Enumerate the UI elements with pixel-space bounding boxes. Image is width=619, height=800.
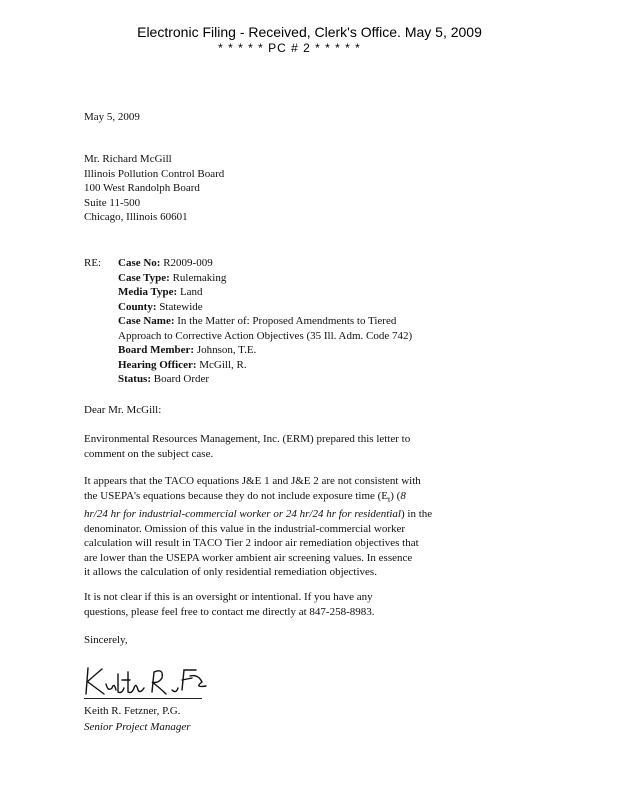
re-label: RE: [84,257,102,269]
signer-name: Keith R. Fetzner, P.G. [84,705,181,717]
address-line: Chicago, Illinois 60601 [84,211,188,223]
address-line: Suite 11-500 [84,196,141,209]
board-member: Board Member: Johnson, T.E. [118,344,257,356]
address-line: 100 West Randolph Board [84,182,200,194]
media-type: Media Type: Land [118,286,203,298]
address-line: Illinois Pollution Control Board [84,167,225,180]
paragraph-intro: Environmental Resources Management, Inc. (ERM) prepared this letter to comment on the subject case. [84,433,411,460]
case-type: Case Type: Rulemaking [118,271,227,284]
paragraph-equations: It appears that the TACO equations J&E 1 and J&E 2 are not consistent with the USEPA's equations because they do not include exposure time $(E_t)$ (8 hr/24 hr for industrial-commercial worker or 24 hr/24 hr for residential) in the denominator. Omission of this value in the industrial-commercial worker calculation will result in TACO Tier 2 indoor air remediation objectives that are lower than the USEPA worker ambient air screening values. In essence it allows the calculation of only residential remediation objectives. [84,475,433,579]
signer-title: Senior Project Manager [84,721,191,733]
handwritten-signature [82,664,212,698]
county: County: Statewide [118,300,203,313]
recipient-address [84,152,224,225]
case-name-continued: Approach to Corrective Action Objectives (35 Ill. Adm. Code 742) [118,329,413,342]
filing-stamp [0,24,619,56]
case-name: Case Name: In the Matter of: Proposed Amendments to Tiered [118,315,397,327]
hearing-officer: Hearing Officer: McGill, R. [118,358,247,371]
signature-line [84,698,202,699]
case-number: Case No: R2009-009 [118,257,213,269]
status: Status: Board Order [118,373,210,385]
paragraph-contact: It is not clear if this is an oversight or intentional. If you have any questions, please feel free to contact me directly at 847-258-8983. [84,591,375,618]
re-block [118,256,412,387]
address-line: Mr. Richard McGill [84,153,172,165]
public-comment-number: * * * * * PC # 2 * * * * * [218,41,361,55]
filing-stamp-text: Electronic Filing - Received, Clerk's Office. May 5, 2009 [137,24,482,40]
salutation: Dear Mr. McGill: [84,404,162,416]
closing: Sincerely, [84,634,128,646]
letter-date: May 5, 2009 [84,111,140,123]
